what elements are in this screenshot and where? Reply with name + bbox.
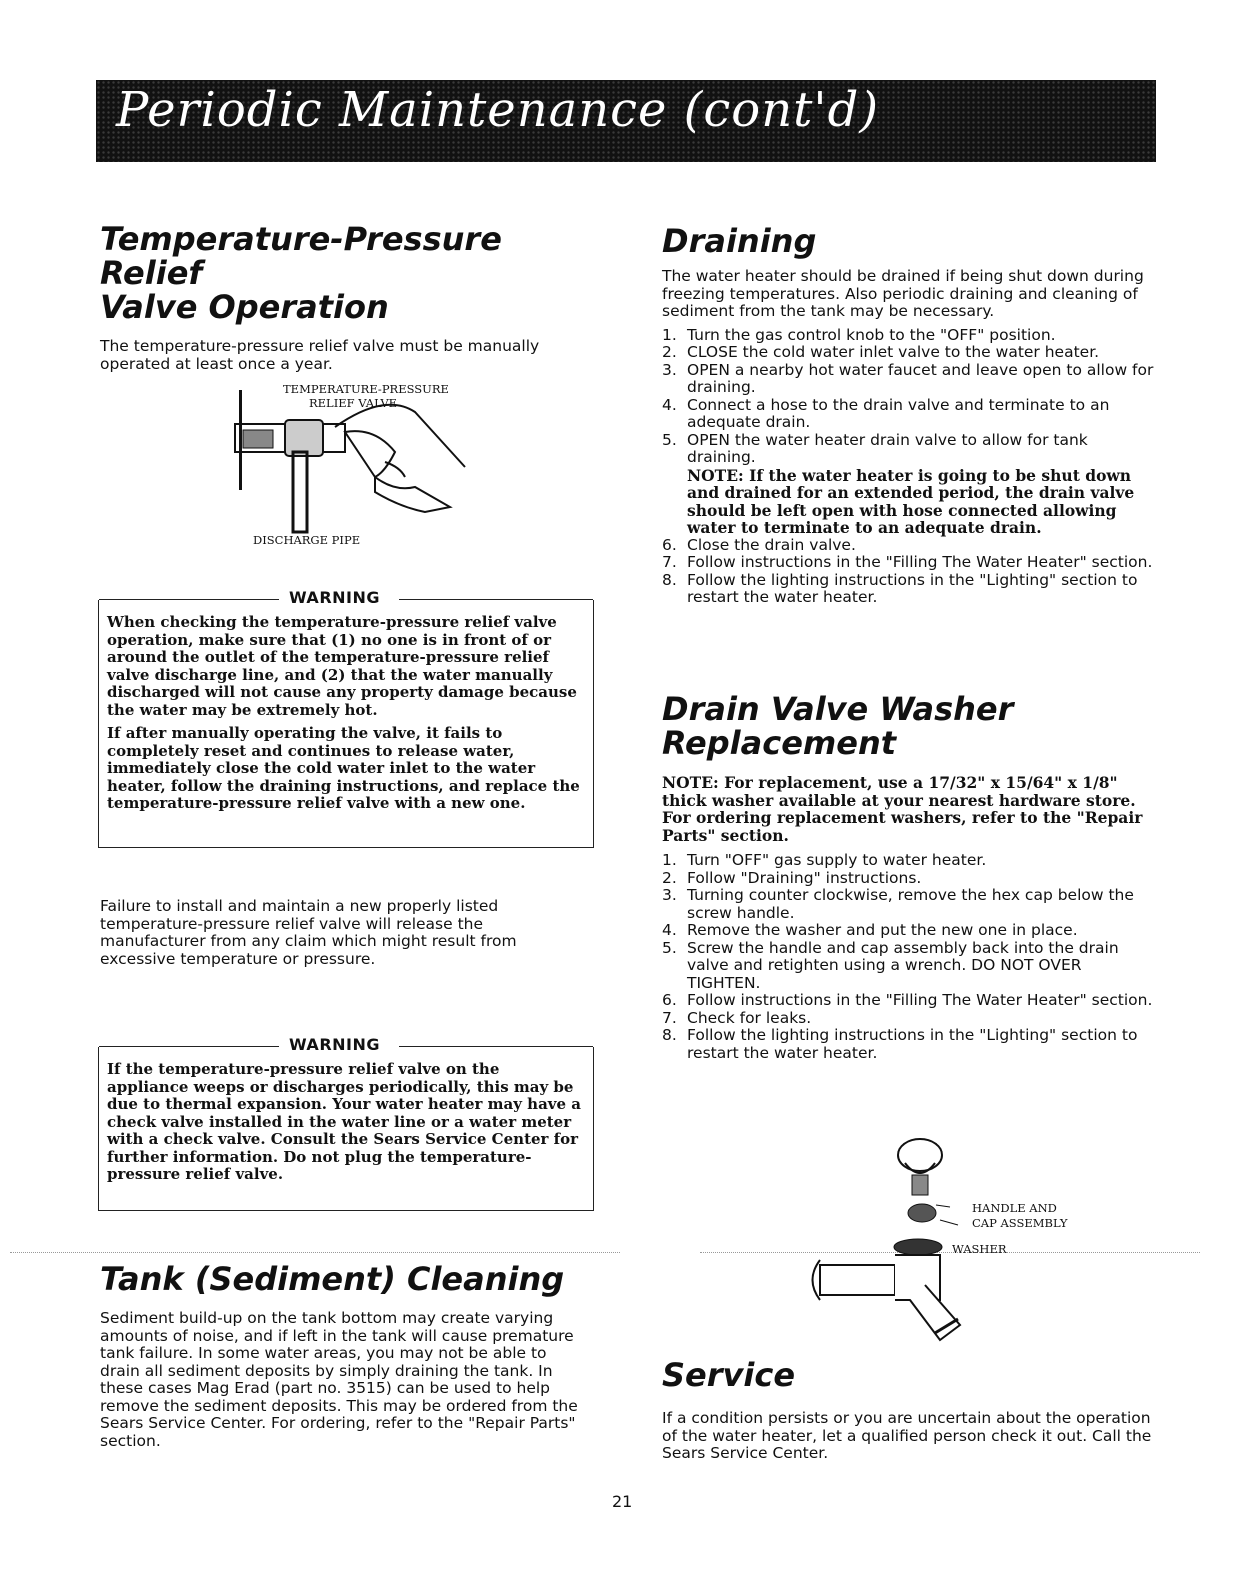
step-text: Follow instructions in the "Filling The Water Heater" section. — [687, 991, 1153, 1009]
washer-label-handle: HANDLE AND — [972, 1201, 1057, 1215]
tpr-heading-line2: Valve Operation — [100, 288, 389, 326]
warning-2-title: WARNING — [285, 1035, 384, 1054]
step-text: Remove the washer and put the new one in place. — [687, 921, 1078, 939]
step-text: Connect a hose to the drain valve and terminate to an adequate drain. — [687, 395, 1110, 431]
step-text: Check for leaks. — [687, 1008, 812, 1027]
tpr-label-discharge: DISCHARGE PIPE — [253, 533, 361, 547]
warning-box-1 — [98, 588, 594, 848]
divider-left — [10, 1252, 620, 1253]
warning-1-para-1: When checking the temperature-pressure relief valve operation, make sure that (1) no one is in front of or around the outlet of the temperature-pressure relief valve discharge line, and (2) that the water manually discharged will not cause any property damage because the water may be extremely hot. — [107, 613, 577, 719]
draining-intro: The water heater should be drained if being shut down during freezing temperatures. Also periodic draining and cleaning of sediment from the tank may be necessary. — [662, 267, 1144, 320]
step-item — [662, 344, 1154, 362]
warning-rule-left — [99, 1046, 279, 1047]
step-text: Follow the lighting instructions in the "Lighting" section to restart the water heater. — [687, 1026, 1138, 1062]
washer-label-cap: CAP ASSEMBLY — [972, 1216, 1068, 1230]
step-text: Follow instructions in the "Filling The Water Heater" section. — [687, 553, 1153, 571]
step-item — [662, 1010, 1154, 1028]
step-text: Turn the gas control knob to the "OFF" position. — [687, 325, 1056, 344]
step-item — [662, 327, 1154, 345]
washer-label-washer: WASHER — [952, 1242, 1007, 1256]
washer-section — [662, 692, 1154, 1062]
service-body: If a condition persists or you are uncertain about the operation of the water heater, let a qualified person check it out. Call the Sears Service Center. — [662, 1409, 1152, 1462]
step-text: OPEN the water heater drain valve to allow for tank draining. — [687, 430, 1088, 466]
step-number: 6. — [662, 991, 677, 1009]
warning-rule-right — [399, 1046, 593, 1047]
warning-2-para: If the temperature-pressure relief valve on the appliance weeps or discharges periodically, this may be due to thermal expansion. Your water heater may have a check valve installed in the water line or a water meter with a check valve. Consult the Sears Service Center for further information. Do not plug the temperature-pressure relief valve. — [107, 1060, 581, 1183]
washer-heading-line2: Replacement — [662, 724, 897, 762]
drain-valve-figure — [800, 1135, 1100, 1345]
tank-body: Sediment build-up on the tank bottom may create varying amounts of noise, and if left in the tank will cause premature tank failure. In some water areas, you may not be able to drain all sediment deposits by simply draining the tank. In these cases Mag Erad (part no. 3515) can be used to help remove the sediment deposits. This may be ordered from the Sears Service Center. For ordering, refer to the "Repair Parts" section. — [100, 1309, 578, 1450]
tank-heading: Tank (Sediment) Cleaning — [100, 1260, 565, 1298]
step-number: 7. — [662, 553, 677, 571]
step-item — [662, 870, 1154, 888]
step-text: Turn "OFF" gas supply to water heater. — [687, 851, 987, 869]
step-number: 3. — [662, 360, 677, 379]
washer-steps — [662, 852, 1154, 1062]
service-heading: Service — [662, 1356, 796, 1394]
step-number: 4. — [662, 921, 677, 939]
page-number: 21 — [612, 1492, 633, 1511]
step-number: 5. — [662, 430, 677, 449]
step-text: Follow "Draining" instructions. — [687, 868, 922, 887]
service-section — [662, 1358, 1154, 1463]
draining-heading: Draining — [662, 222, 817, 260]
step-number: 6. — [662, 535, 677, 554]
draining-note: NOTE: If the water heater is going to be shut down and drained for an extended period, the drain valve should be left open with hose connected allowing water to terminate to an adequate drain. — [687, 465, 1135, 537]
header-banner — [96, 80, 1156, 162]
tpr-label-top1: TEMPERATURE-PRESSURE — [283, 382, 449, 396]
step-text: Turning counter clockwise, remove the hex cap below the screw handle. — [687, 886, 1134, 922]
step-text: Follow the lighting instructions in the "Lighting" section to restart the water heater. — [687, 570, 1138, 606]
tpr-label-top2: RELIEF VALVE — [309, 396, 398, 410]
step-number: 4. — [662, 395, 677, 414]
warning-box-2 — [98, 1035, 594, 1211]
failure-section — [100, 898, 590, 968]
draining-section — [662, 224, 1154, 607]
tpr-valve-figure — [225, 382, 505, 552]
tpr-section — [100, 222, 598, 373]
warning-1-title: WARNING — [285, 588, 384, 607]
step-item — [662, 992, 1154, 1010]
failure-paragraph: Failure to install and maintain a new properly listed temperature-pressure relief valve will release the manufacturer from any claim which might result from excessive temperature or pressure. — [100, 897, 517, 968]
step-number: 8. — [662, 1026, 677, 1044]
warning-rule-left — [99, 599, 279, 600]
step-item — [662, 572, 1154, 607]
step-number: 1. — [662, 325, 677, 344]
page-title: Periodic Maintenance (cont'd) — [116, 82, 880, 138]
step-number: 8. — [662, 570, 677, 589]
washer-heading-line1: Drain Valve Washer — [662, 690, 1014, 728]
step-item — [662, 432, 1154, 467]
step-text: Screw the handle and cap assembly back into the drain valve and retighten using a wrench. DO NOT OVER TIGHTEN. — [687, 938, 1119, 992]
drain-valve-illustration — [800, 1135, 1100, 1345]
draining-steps — [662, 327, 1154, 467]
step-item — [662, 852, 1154, 870]
draining-steps-2 — [662, 537, 1154, 607]
step-text: CLOSE the cold water inlet valve to the water heater. — [687, 343, 1100, 361]
step-text: OPEN a nearby hot water faucet and leave open to allow for draining. — [687, 360, 1154, 396]
step-item — [662, 554, 1154, 572]
warning-rule-right — [399, 599, 593, 600]
step-item — [662, 537, 1154, 555]
tank-section — [100, 1262, 598, 1450]
step-number: 2. — [662, 343, 677, 361]
step-item — [662, 1027, 1154, 1062]
step-item — [662, 397, 1154, 432]
step-item — [662, 362, 1154, 397]
step-item — [662, 940, 1154, 993]
tpr-intro: The temperature-pressure relief valve must be manually operated at least once a year. — [100, 337, 540, 373]
washer-note: NOTE: For replacement, use a 17/32" x 15/64" x 1/8" thick washer available at your nearest hardware store. For ordering replacement washers, refer to the "Repair Parts" section. — [662, 773, 1143, 845]
step-number: 1. — [662, 851, 677, 869]
warning-1-para-2: If after manually operating the valve, it fails to completely reset and continues to release water, immediately close the cold water inlet to the water heater, follow the draining instructions, and replace the temperature-pressure relief valve with a new one. — [107, 724, 580, 812]
step-number: 3. — [662, 886, 677, 904]
step-number: 2. — [662, 868, 677, 887]
step-number: 7. — [662, 1008, 677, 1027]
step-item — [662, 922, 1154, 940]
step-number: 5. — [662, 938, 677, 957]
step-item — [662, 887, 1154, 922]
tpr-heading-line1: Temperature-Pressure Relief — [100, 220, 502, 292]
step-text: Close the drain valve. — [687, 535, 856, 554]
